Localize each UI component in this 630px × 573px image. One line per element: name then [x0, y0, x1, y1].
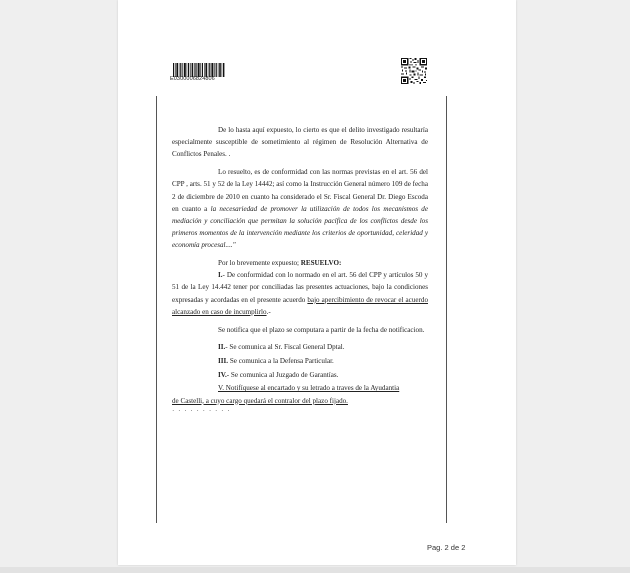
item-1-text: - De conformidad con lo normado en el art. 56 del CPP y artículos 50 y 51 de la Ley 14.442 tener por conciliadas las presentes actuaciones, bajo la condiciones expresadas y acordadas en el presente acuerdo — [172, 271, 428, 304]
truncated-text-line: · · · · · · · · · · — [172, 406, 231, 415]
resolution-item-3 — [172, 355, 428, 367]
barcode-image — [173, 63, 225, 77]
paragraph-resolution-intro — [172, 257, 428, 269]
paragraph-notification-term: Se notifica que el plazo se computara a partir de la fecha de notificacion. — [218, 325, 425, 334]
document-page — [118, 0, 516, 565]
document-body — [172, 124, 428, 415]
legal-basis-text: Lo resuelto, es de conformidad con las normas previstas en el art. 56 del CPP , arts. 51 y 52 de la Ley 14442; así como la Instrucción General número 109 de fecha 2 de diciembre de 2010 en cuanto ha considerado el Sr. Fiscal General Dr. Diego Escoda en cuanto a — [172, 168, 428, 213]
paragraph-legal-basis — [172, 166, 428, 251]
qr-code-image — [401, 58, 427, 84]
barcode-number: E0300006824806 — [170, 76, 215, 82]
paragraph-conclusion: De lo hasta aquí expuesto, lo cierto es que el delito investigado resultaría especialmente susceptible de sometimiento al régimen de Resolución Alternativa de Conflictos Penales. . — [172, 126, 428, 159]
right-margin-rule — [446, 96, 447, 523]
page-number: Pag. 2 de 2 — [427, 543, 466, 552]
resolution-item-2 — [172, 341, 428, 353]
resolution-item-4 — [172, 369, 428, 381]
resolution-item-5: V. Notifíquese al encartado y su letrado a traves de la Ayudantia — [218, 384, 400, 393]
item-2-text: - Se comunica al Sr. Fiscal General Dptal. — [225, 343, 345, 352]
item-1-number: I. — [218, 271, 223, 280]
resolvo-heading: RESUELVO: — [300, 259, 342, 268]
viewer-bottom-bar — [0, 567, 630, 573]
item-3-number: III. — [218, 356, 229, 365]
legal-basis-quote: la necesariedad de promover la utilización de todos los mecanismos de mediación y conciliación que permitan la solución pacífica de los conflictos desde los primeros momentos de la intervención mediante los criterios de oportunidad, celeridad y economía procesal...." — [172, 204, 428, 250]
item-1-end: .- — [266, 307, 271, 316]
item-3-text: Se comunica a la Defensa Particular. — [228, 356, 334, 365]
item-1-warning: bajo apercibimiento de revocar el acuerdo alcanzado en caso de incumplirlo — [172, 295, 428, 316]
item-2-number: II. — [218, 343, 226, 352]
resolution-intro-text: Por lo brevemente expuesto; — [218, 259, 301, 268]
item-4-number: IV. — [218, 370, 227, 379]
item-4-text: - Se comunica al Juzgado de Garantías. — [226, 370, 339, 379]
resolution-item-1 — [172, 269, 428, 318]
left-margin-rule — [156, 96, 157, 523]
resolution-item-5-continuation: de Castelli, a cuyo cargo quedará el contralor del plazo fijado. — [172, 396, 348, 405]
